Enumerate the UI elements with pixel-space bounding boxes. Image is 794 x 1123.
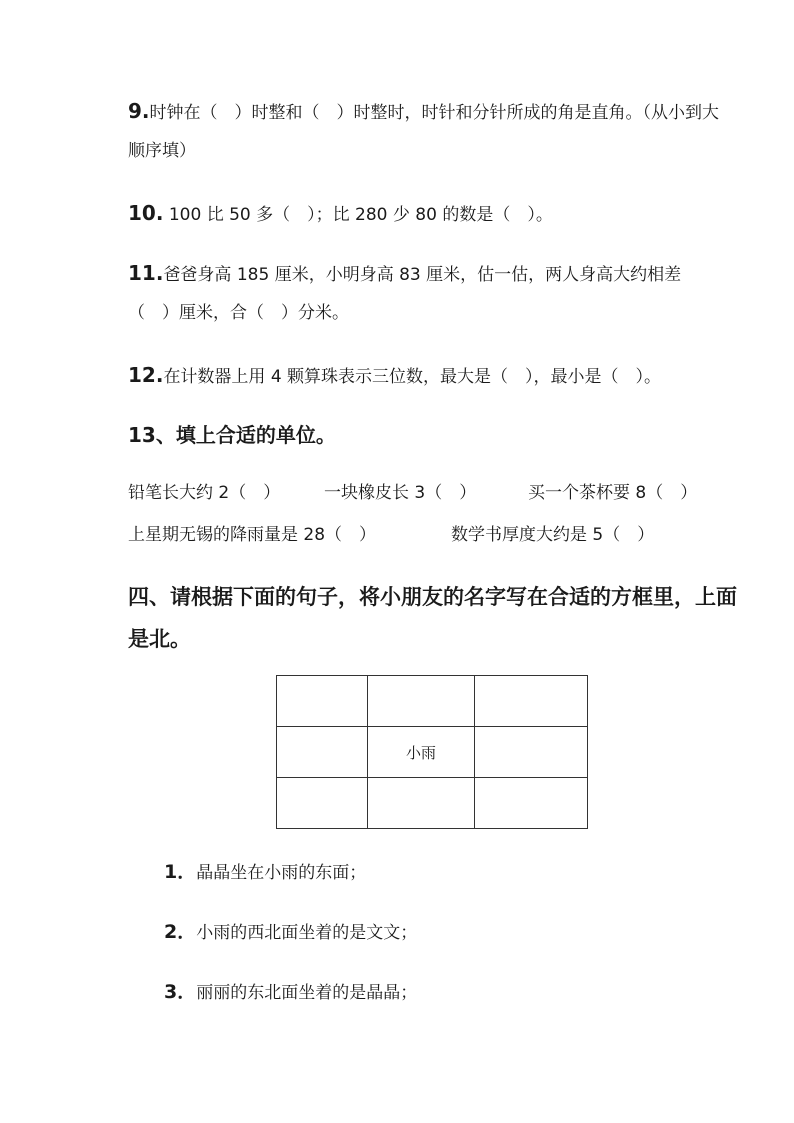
grid-cell-s[interactable] (368, 778, 475, 829)
clue-1 (164, 863, 366, 882)
grid-cell-ne[interactable] (475, 676, 588, 727)
grid-cell-sw[interactable] (277, 778, 368, 829)
question-12 (128, 365, 661, 386)
question-11-text: 爸爸身高 185 厘米，小明身高 83 厘米，估一估，两人身高大约相差 (163, 265, 682, 285)
question-12-text: 在计数器上用 4 颗算珠表示三位数，最大是（ ），最小是（ ）。 (163, 367, 662, 387)
grid-cell-e[interactable] (475, 727, 588, 778)
question-10 (128, 203, 553, 224)
grid-cell-n[interactable] (368, 676, 475, 727)
grid-row (277, 676, 588, 727)
question-9-line2: 顺序填） (128, 141, 196, 161)
question-9-line1 (128, 101, 719, 122)
clue-3-text: 丽丽的东北面坐着的是晶晶； (196, 983, 418, 1003)
question-10-number: 10. (128, 201, 164, 225)
section-4-title-line1: 四、请根据下面的句子，将小朋友的名字写在合适的方框里，上面 (128, 585, 737, 609)
question-9-number: 9. (128, 99, 150, 123)
question-12-number: 12. (128, 363, 164, 387)
unit-item-teacup: 买一个茶杯要 8（ ） (528, 483, 698, 503)
grid-row (277, 778, 588, 829)
clue-2-number: 2． (164, 921, 197, 943)
clue-2 (164, 923, 417, 942)
question-10-text: 100 比 50 多（ ）；比 280 少 80 的数是（ ）。 (163, 205, 553, 225)
clue-2-text: 小雨的西北面坐着的是文文； (196, 923, 418, 943)
clue-1-text: 晶晶坐在小雨的东面； (196, 863, 367, 883)
question-11-number: 11. (128, 261, 164, 285)
question-11-line1 (128, 263, 681, 284)
grid-cell-center: 小雨 (368, 727, 475, 778)
seating-grid (276, 675, 588, 829)
question-11-line2: （ ）厘米，合（ ）分米。 (128, 303, 349, 323)
unit-item-pencil: 铅笔长大约 2（ ） (128, 483, 281, 503)
grid-cell-nw[interactable] (277, 676, 368, 727)
grid-cell-w[interactable] (277, 727, 368, 778)
grid-row (277, 727, 588, 778)
question-9-text: 时钟在（ ）时整和（ ）时整时，时针和分针所成的角是直角。（从小到大 (149, 103, 720, 123)
clue-1-number: 1． (164, 861, 197, 883)
unit-item-rainfall: 上星期无锡的降雨量是 28（ ） (128, 525, 377, 545)
grid-cell-se[interactable] (475, 778, 588, 829)
section-4-title-line2: 是北。 (128, 627, 191, 651)
question-13-title: 13、填上合适的单位。 (128, 423, 336, 447)
unit-item-book: 数学书厚度大约是 5（ ） (451, 525, 655, 545)
clue-3 (164, 983, 417, 1002)
clue-3-number: 3． (164, 981, 197, 1003)
unit-item-eraser: 一块橡皮长 3（ ） (324, 483, 477, 503)
